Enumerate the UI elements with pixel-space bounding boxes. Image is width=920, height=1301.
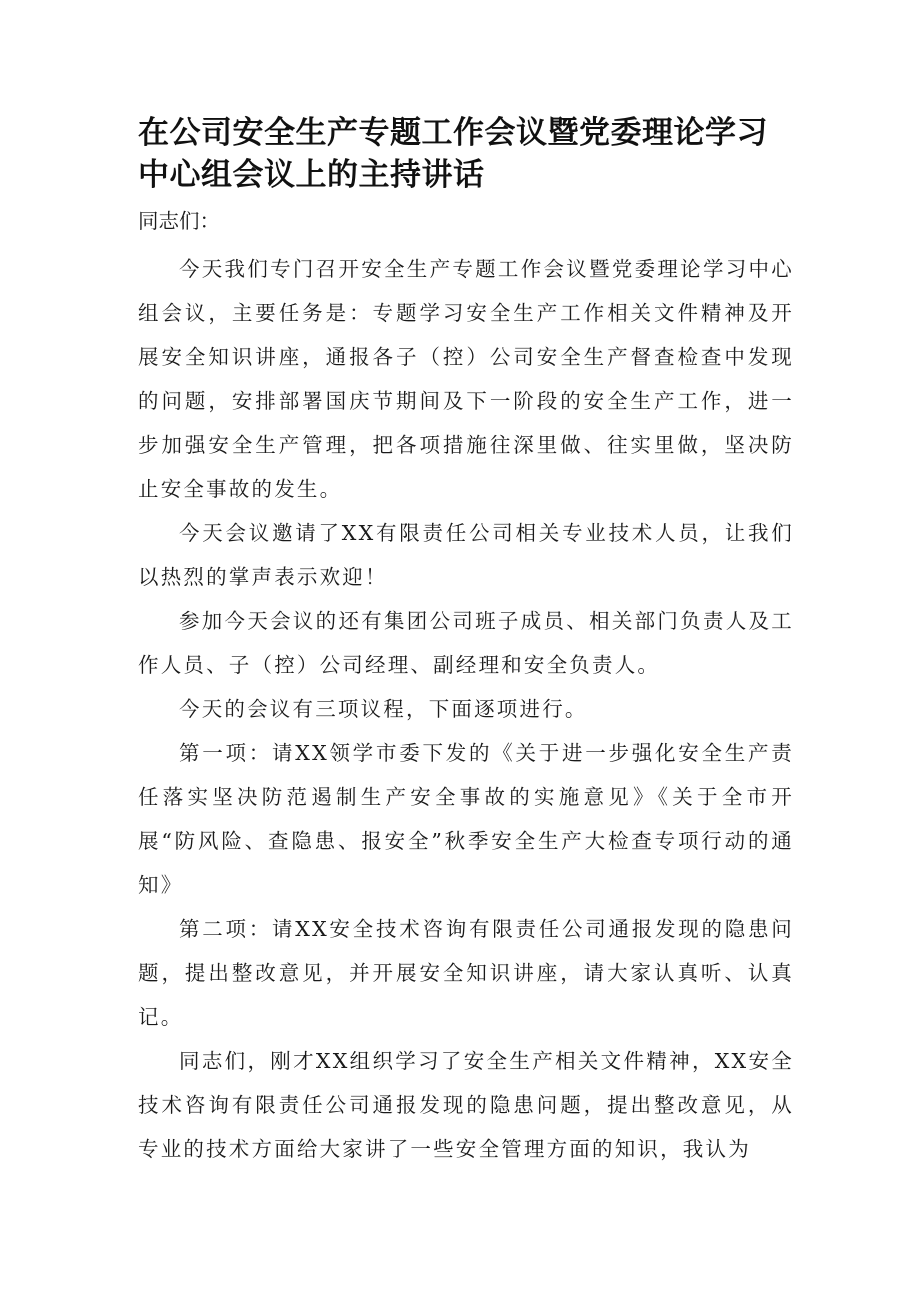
- salutation: 同志们：: [138, 209, 220, 233]
- document-body: [138, 112, 794, 1171]
- paragraph-agenda: 今天的会议有三项议程，下面逐项进行。: [179, 697, 588, 721]
- paragraph-item-two: 第二项：请XX安全技术咨询有限责任公司通报发现的隐患问题，提出整改意见，并开展安全知识讲座，请大家认真听、认真记。: [138, 917, 794, 1029]
- paragraph-welcome: 今天会议邀请了XX有限责任公司相关专业技术人员，让我们以热烈的掌声表示欢迎！: [138, 521, 794, 589]
- paragraph-attendees: 参加今天会议的还有集团公司班子成员、相关部门负责人及工作人员、子（控）公司经理、副经理和安全负责人。: [138, 609, 794, 677]
- paragraph-opening: 今天我们专门召开安全生产专题工作会议暨党委理论学习中心组会议，主要任务是：专题学习安全生产工作相关文件精神及开展安全知识讲座，通报各子（控）公司安全生产督查检查中发现的问题，安排部署国庆节期间及下一阶段的安全生产工作，进一步加强安全生产管理，把各项措施往深里做、往实里做，坚决防止安全事故的发生。: [138, 257, 794, 501]
- paragraph-item-one: 第一项：请XX领学市委下发的《关于进一步强化安全生产责任落实坚决防范遏制生产安全事故的实施意见》《关于全市开展“防风险、查隐患、报安全”秋季安全生产大检查专项行动的通知》: [138, 741, 794, 897]
- document-title: 在公司安全生产专题工作会议暨党委理论学习中心组会议上的主持讲话: [138, 115, 768, 193]
- paragraph-summary: 同志们，刚才XX组织学习了安全生产相关文件精神，XX安全技术咨询有限责任公司通报发现的隐患问题，提出整改意见，从专业的技术方面给大家讲了一些安全管理方面的知识，我认为: [138, 1049, 794, 1161]
